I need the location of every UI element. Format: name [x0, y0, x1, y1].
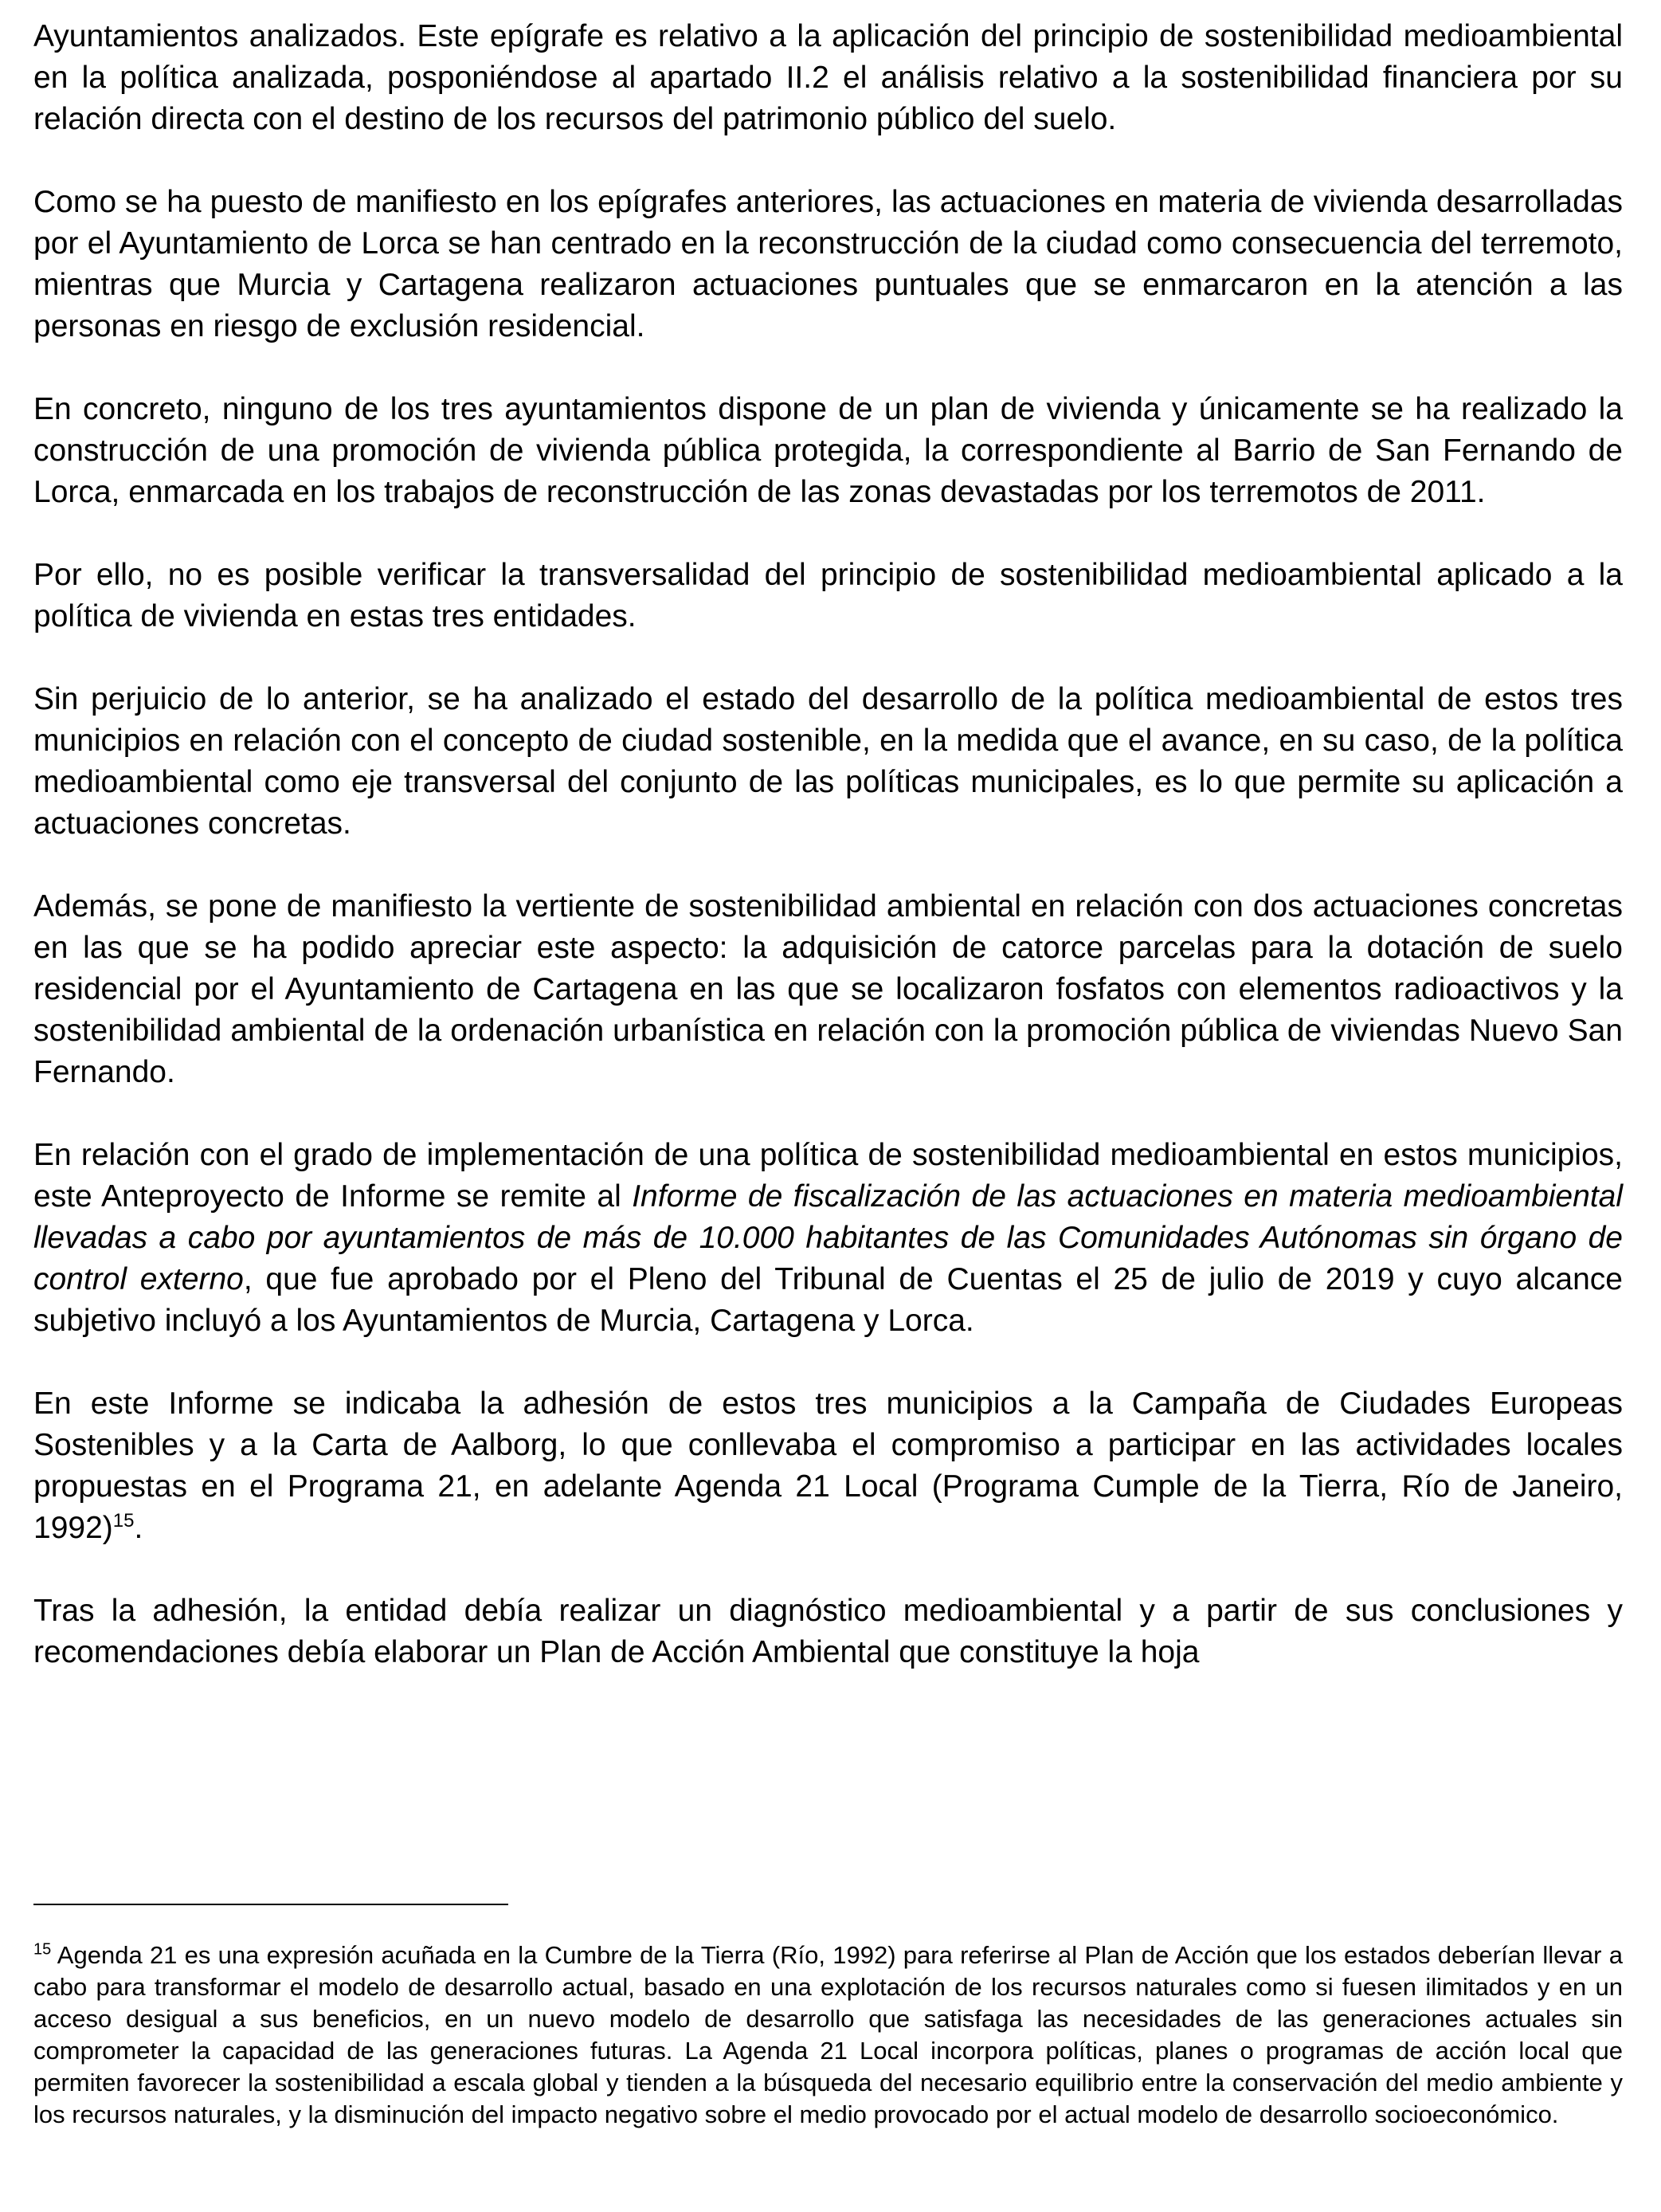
- footnote-separator: [33, 1904, 508, 1905]
- paragraph-7-text-after: , que fue aprobado por el Pleno del Tribunal de Cuentas el 25 de julio de 2019 y cuyo alcance subjetivo incluyó a los Ayuntamientos de Murcia, Cartagena y Lorca.: [33, 1262, 1623, 1338]
- paragraph-5: Sin perjuicio de lo anterior, se ha analizado el estado del desarrollo de la política medioambiental de estos tres municipios en relación con el concepto de ciudad sostenible, en la medida que el avance, en su caso, de la política medioambiental como eje transversal del conjunto de las políticas municipales, es lo que permite su aplicación a actuaciones concretas.: [33, 682, 1623, 841]
- paragraph-6: Además, se pone de manifiesto la vertiente de sostenibilidad ambiental en relación con dos actuaciones concretas en las que se ha podido apreciar este aspecto: la adquisición de catorce parcelas para la dotación de suelo residencial por el Ayuntamiento de Cartagena en las que se localizaron fosfatos con elementos radioactivos y la sostenibilidad ambiental de la ordenación urbanística en relación con la promoción pública de viviendas Nuevo San Fernando.: [33, 889, 1623, 1089]
- paragraph-8: [33, 1383, 1623, 1549]
- paragraph-3: En concreto, ninguno de los tres ayuntamientos dispone de un plan de vivienda y únicamente se ha realizado la construcción de una promoción de vivienda pública protegida, la correspondiente al Barrio de San Fernando de Lorca, enmarcada en los trabajos de reconstrucción de las zonas devastadas por los terremotos de 2011.: [33, 392, 1623, 509]
- paragraph-4: Por ello, no es posible verificar la transversalidad del principio de sostenibilidad medioambiental aplicado a la política de vivienda en estas tres entidades.: [33, 558, 1623, 633]
- paragraph-9: Tras la adhesión, la entidad debía realizar un diagnóstico medioambiental y a partir de sus conclusiones y recomendaciones debía elaborar un Plan de Acción Ambiental que constituye la hoja: [33, 1594, 1623, 1669]
- footnote-text: Agenda 21 es una expresión acuñada en la Cumbre de la Tierra (Río, 1992) para referirse al Plan de Acción que los estados deberían llevar a cabo para transformar el modelo de desarrollo actual, basado en una explotación de los recursos naturales como si fuesen ilimitados y en un acceso desigual a sus beneficios, en un nuevo modelo de desarrollo que satisfaga las necesidades de las generaciones actuales sin comprometer la capacidad de las generaciones futuras. La Agenda 21 Local incorpora políticas, planes o programas de acción local que permiten favorecer la sostenibilidad a escala global y tienden a la búsqueda del necesario equilibrio entre la conservación del medio ambiente y los recursos naturales, y la disminución del impacto negativo sobre el medio provocado por el actual modelo de desarrollo socioeconómico.: [33, 1941, 1623, 2128]
- paragraph-7-text-before: En relación con el grado de implementación de una política de sostenibilidad medioambiental en estos municipios, este Anteproyecto de Informe se remite al: [33, 1138, 1623, 1214]
- paragraph-1: Ayuntamientos analizados. Este epígrafe es relativo a la aplicación del principio de sostenibilidad medioambiental en la política analizada, posponiéndose al apartado II.2 el análisis relativo a la sostenibilidad financiera por su relación directa con el destino de los recursos del patrimonio público del suelo.: [33, 19, 1623, 136]
- footnote-reference[interactable]: 15: [112, 1510, 135, 1532]
- footnote-number: 15: [33, 1940, 52, 1959]
- paragraph-7: [33, 1135, 1623, 1342]
- document-body: [33, 16, 1623, 1673]
- paragraph-8-text-end: .: [134, 1511, 143, 1545]
- footnote-15: [33, 1939, 1623, 2131]
- paragraph-2: Como se ha puesto de manifiesto en los epígrafes anteriores, las actuaciones en materia de vivienda desarrolladas por el Ayuntamiento de Lorca se han centrado en la reconstrucción de la ciudad como consecuencia del terremoto, mientras que Murcia y Cartagena realizaron actuaciones puntuales que se enmarcaron en la atención a las personas en riesgo de exclusión residencial.: [33, 185, 1623, 343]
- report-title-italic: Informe de fiscalización de las actuaciones en materia medioambiental llevadas a cabo por ayuntamientos de más de 10.000 habitantes de las Comunidades Autónomas sin órgano de control externo: [33, 1179, 1624, 1296]
- paragraph-8-text: En este Informe se indicaba la adhesión de estos tres municipios a la Campaña de Ciudades Europeas Sostenibles y a la Carta de Aalborg, lo que conllevaba el compromiso a participar en las actividades locales propuestas en el Programa 21, en adelante Agenda 21 Local (Programa Cumple de la Tierra, Río de Janeiro, 1992): [33, 1386, 1623, 1545]
